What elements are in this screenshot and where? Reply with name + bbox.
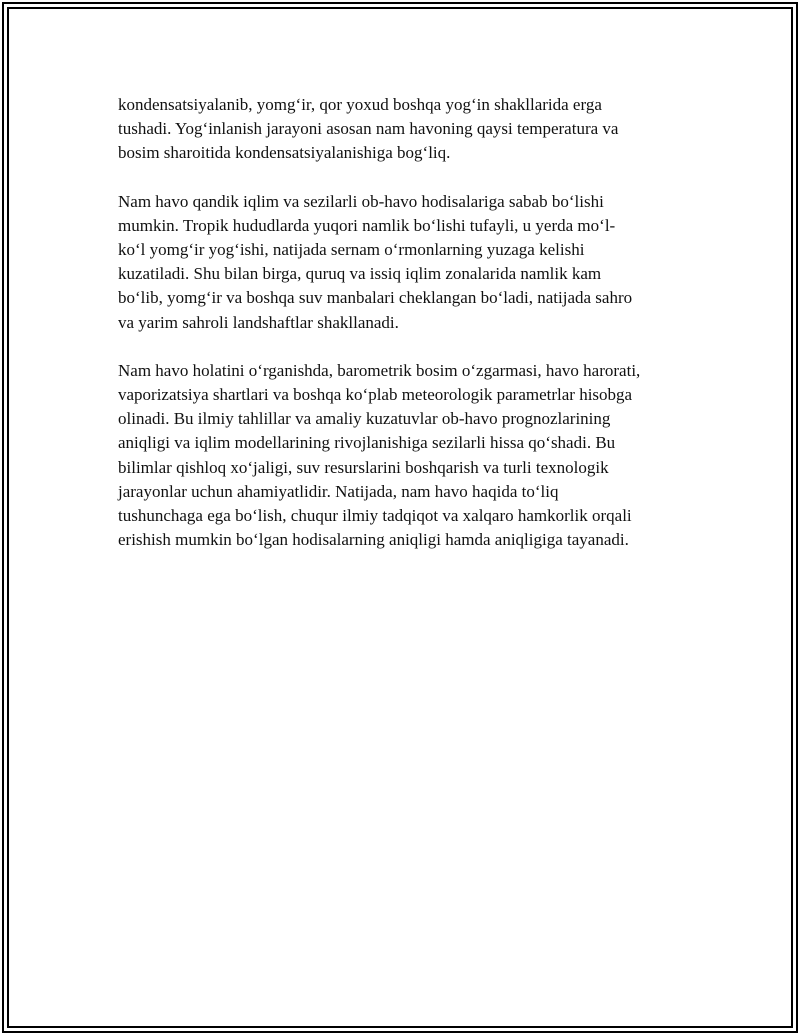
document-body bbox=[118, 93, 698, 576]
paragraph-1: kondensatsiyalanib, yomg‘ir, qor yoxud boshqa yog‘in shakllarida erga tushadi. Yog‘inlanish jarayoni asosan nam havoning qaysi temperatura va bosim sharoitida kondensatsiyalanishiga bog‘liq. bbox=[118, 95, 619, 163]
paragraph-3: Nam havo holatini o‘rganishda, barometrik bosim o‘zgarmasi, havo harorati, vaporizatsiya shartlari va boshqa ko‘plab meteorologik parametrlar hisobga olinadi. Bu ilmiy tahlillar va amaliy kuzatuvlar ob-havo prognozlarining aniqligi va iqlim modellarining rivojlanishiga sezilarli hissa qo‘shadi. Bu bilimlar qishloq xo‘jaligi, suv resurslarini boshqarish va turli texnologik jarayonlar uchun ahamiyatlidir. Natijada, nam havo haqida to‘liq tushunchaga ega bo‘lish, chuqur ilmiy tadqiqot va xalqaro hamkorlik orqali erishish mumkin bo‘lgan hodisalarning aniqligi hamda aniqligiga tayanadi. bbox=[118, 360, 641, 550]
paragraph-2: Nam havo qandik iqlim va sezilarli ob-havo hodisalariga sabab bo‘lishi mumkin. Tropik hududlarda yuqori namlik bo‘lishi tufayli, u yerda mo‘l- ko‘l yomg‘ir yog‘ishi, natijada sernam o‘rmonlarning yuzaga kelishi kuzatiladi. Shu bilan birga, quruq va issiq iqlim zonalarida namlik kam bo‘lib, yomg‘ir va boshqa suv manbalari cheklangan bo‘ladi, natijada sahro va yarim sahroli landshaftlar shakllanadi. bbox=[118, 191, 633, 332]
